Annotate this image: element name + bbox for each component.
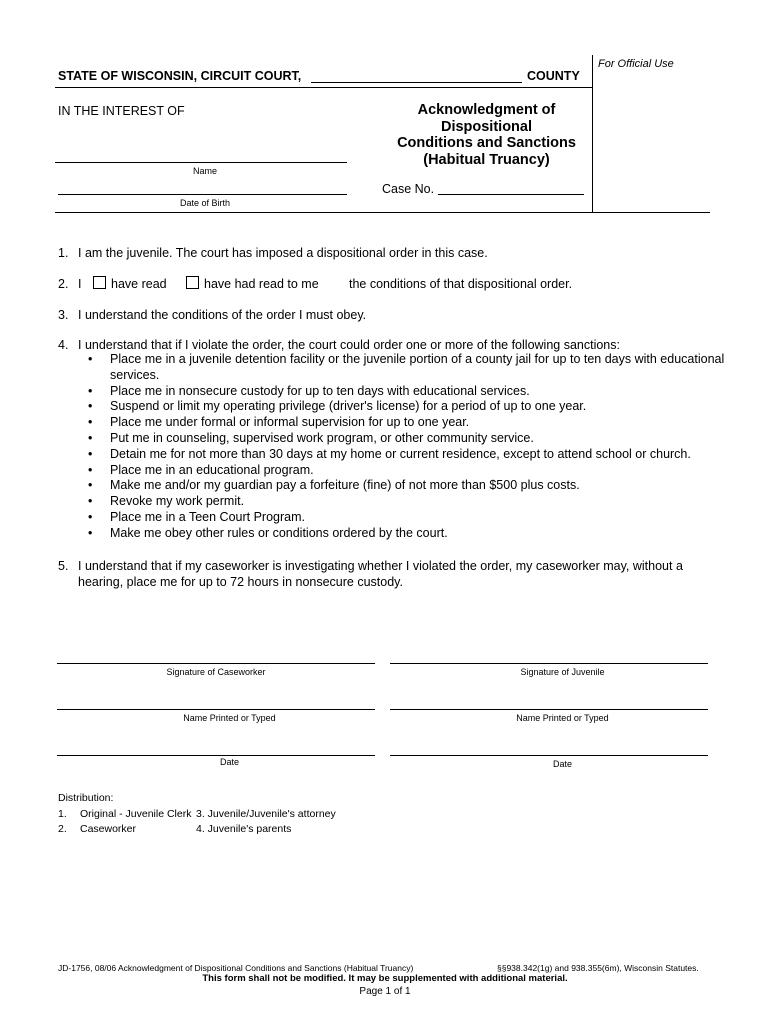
distribution-row-2-recipient-a: Caseworker	[80, 823, 137, 835]
statute-reference: §§938.342(1g) and 938.355(6m), Wisconsin Statutes.	[497, 963, 699, 973]
juvenile-printed-name-label: Name Printed or Typed	[516, 713, 609, 723]
in-interest-of-label: IN THE INTEREST OF	[58, 104, 185, 118]
caseworker-printed-name-field[interactable]	[57, 709, 375, 710]
form-title-line4: (Habitual Truancy)	[423, 151, 550, 168]
sanction-item: • Revoke my work permit.	[86, 494, 726, 510]
item-4-text: I understand that if I violate the order, the court could order one or more of the following sanctions:	[78, 338, 620, 352]
distribution-row-1-recipient-a: Original - Juvenile Clerk	[80, 808, 192, 820]
distribution-title: Distribution:	[58, 792, 114, 804]
item-3-number: 3.	[58, 308, 69, 322]
item-2-number: 2.	[58, 277, 69, 291]
item-5	[58, 558, 683, 590]
item-5-number: 5.	[58, 559, 69, 573]
form-id: JD-1756, 08/06 Acknowledgment of Dispositional Conditions and Sanctions (Habitual Truancy)	[58, 963, 414, 973]
caseworker-signature-field[interactable]	[57, 663, 375, 664]
sanction-item: • Put me in counseling, supervised work program, or other community service.	[86, 431, 726, 447]
distribution-row-2	[58, 823, 291, 835]
sanctions-list	[86, 352, 726, 542]
have-had-read-label: have had read to me	[204, 277, 319, 291]
item-5-line1: I understand that if my caseworker is investigating whether I violated the order, my caseworker may, without a	[78, 559, 683, 573]
item-4-number: 4.	[58, 338, 69, 352]
sanction-item: • Make me and/or my guardian pay a forfeiture (fine) of not more than $500 plus costs.	[86, 478, 726, 494]
juvenile-printed-name-field[interactable]	[390, 709, 708, 710]
distribution-row-1	[58, 808, 336, 820]
sanction-item: • Place me in a Teen Court Program.	[86, 510, 726, 526]
item-1-number: 1.	[58, 246, 69, 260]
court-heading: STATE OF WISCONSIN, CIRCUIT COURT,	[58, 69, 302, 83]
date-of-birth-label: Date of Birth	[180, 198, 231, 208]
county-name-field[interactable]	[311, 82, 522, 83]
sanction-item: • Place me in nonsecure custody for up to ten days with educational services.	[86, 384, 726, 400]
form-title-line2: Dispositional	[440, 118, 533, 135]
name-label: Name	[193, 166, 218, 176]
sanction-item: • Suspend or limit my operating privilege (driver's license) for a period of up to one year.	[86, 399, 726, 415]
item-2-prefix: I	[78, 277, 82, 291]
official-use-label: For Official Use	[598, 58, 674, 70]
caption-rule	[55, 212, 710, 213]
juvenile-signature-label: Signature of Juvenile	[520, 667, 605, 677]
juvenile-name-field[interactable]	[55, 162, 347, 163]
page-number: Page 1 of 1	[359, 986, 411, 997]
form-title-line1: Acknowledgment of	[417, 102, 556, 118]
item-1-text: I am the juvenile. The court has imposed a dispositional order in this case.	[78, 246, 488, 260]
form-title	[378, 102, 595, 168]
case-number-label: Case No.	[382, 182, 435, 196]
sanction-item: • Place me in a juvenile detention facility or the juvenile portion of a county jail for up to ten days with educational services.	[86, 352, 726, 384]
date-of-birth-field[interactable]	[58, 194, 347, 195]
have-had-read-checkbox[interactable]	[186, 276, 199, 289]
county-label: COUNTY	[527, 69, 580, 83]
sanction-item: • Detain me for not more than 30 days at my home or current residence, except to attend school or church.	[86, 447, 726, 463]
item-1	[58, 245, 488, 261]
form-title-line3: Conditions and Sanctions	[397, 135, 576, 151]
item-4	[58, 337, 620, 353]
item-2-suffix: the conditions of that dispositional order.	[349, 277, 573, 291]
item-3	[58, 307, 366, 323]
distribution-row-2-number: 2.	[58, 823, 67, 835]
sanction-item: • Place me under formal or informal supervision for up to one year.	[86, 415, 726, 431]
header-rule	[55, 87, 592, 88]
sanction-item: • Make me obey other rules or conditions ordered by the court.	[86, 526, 726, 542]
juvenile-date-field[interactable]	[390, 755, 708, 756]
caseworker-date-label: Date	[219, 757, 239, 767]
case-number-field[interactable]	[438, 194, 584, 195]
caseworker-printed-name-label: Name Printed or Typed	[183, 713, 276, 723]
item-5-line2: hearing, place me for up to 72 hours in nonsecure custody.	[78, 575, 403, 589]
distribution-row-1-number: 1.	[58, 808, 67, 820]
item-3-text: I understand the conditions of the order I must obey.	[78, 308, 367, 322]
have-read-checkbox[interactable]	[93, 276, 106, 289]
modification-notice: This form shall not be modified. It may be supplemented with additional material.	[202, 973, 568, 984]
item-2	[58, 276, 572, 292]
caseworker-date-field[interactable]	[57, 755, 375, 756]
sanction-item: • Place me in an educational program.	[86, 463, 726, 479]
caseworker-signature-label: Signature of Caseworker	[166, 667, 266, 677]
juvenile-date-label: Date	[552, 759, 572, 769]
juvenile-signature-field[interactable]	[390, 663, 708, 664]
have-read-label: have read	[111, 277, 167, 291]
distribution-row-1-recipient-b: 3. Juvenile/Juvenile's attorney	[196, 808, 336, 820]
distribution-row-2-recipient-b: 4. Juvenile's parents	[196, 823, 292, 835]
